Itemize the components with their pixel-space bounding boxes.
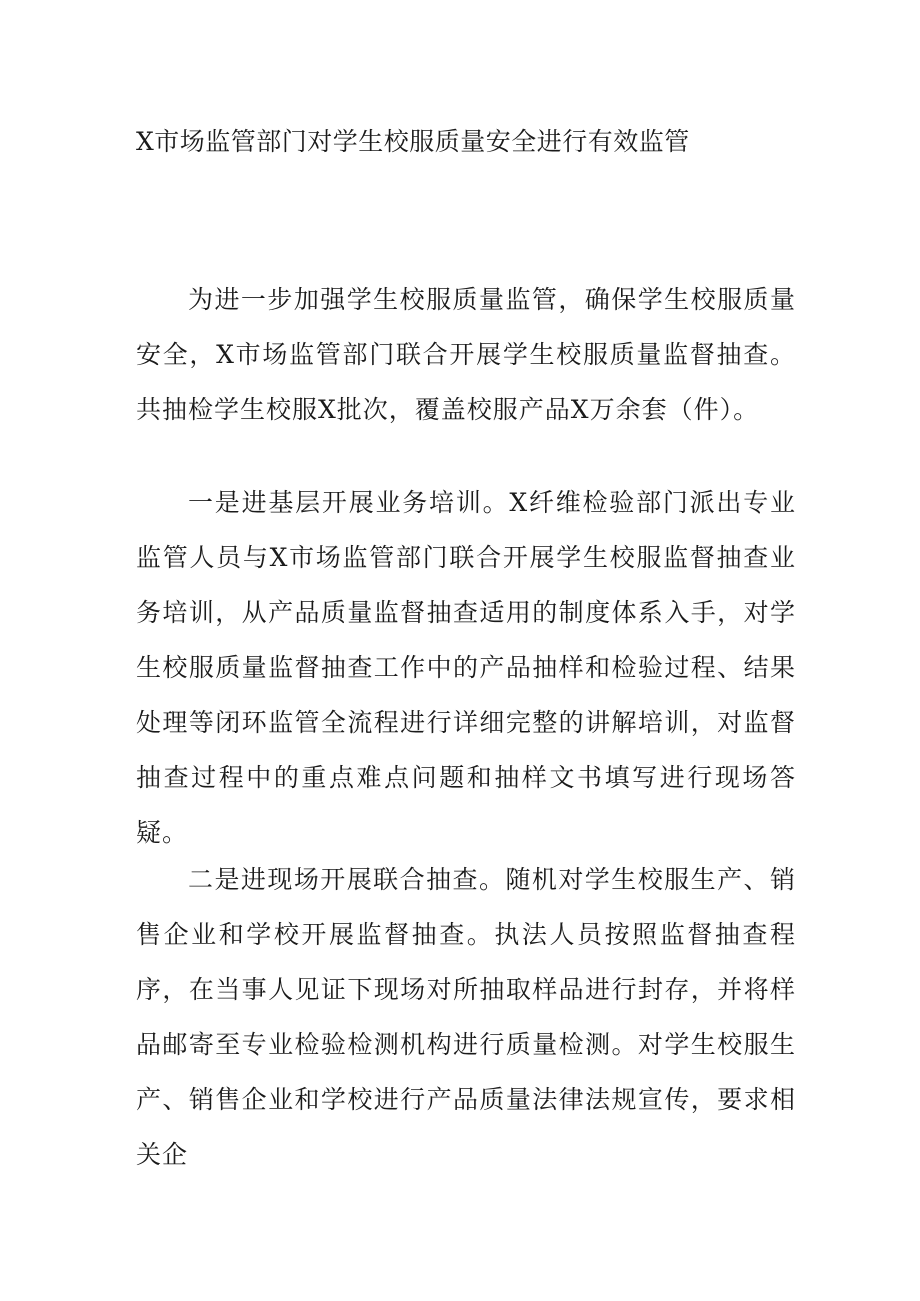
document-title: X市场监管部门对学生校服质量安全进行有效监管: [136, 127, 690, 156]
paragraph-inspection: 二是进现场开展联合抽查。随机对学生校服生产、销售企业和学校开展监督抽查。执法人员按照监督抽查程序，在当事人见证下现场对所抽取样品进行封存，并将样品邮寄至专业检验检测机构进行质量检测。对学生校服生产、销售企业和学校进行产品质量法律法规宣传，要求相关企: [136, 865, 796, 1169]
paragraph-training: 一是进基层开展业务培训。X纤维检验部门派出专业监管人员与X市场监管部门联合开展学生校服监督抽查业务培训，从产品质量监督抽查适用的制度体系入手，对学生校服质量监督抽查工作中的产品抽样和检验过程、结果处理等闭环监管全流程进行详细完整的讲解培训，对监督抽查过程中的重点难点问题和抽样文书填写进行现场答疑。: [136, 488, 796, 847]
paragraph-intro: 为进一步加强学生校服质量监管，确保学生校服质量安全，X市场监管部门联合开展学生校服质量监督抽查。共抽检学生校服X批次，覆盖校服产品X万余套（件）。: [136, 285, 796, 424]
